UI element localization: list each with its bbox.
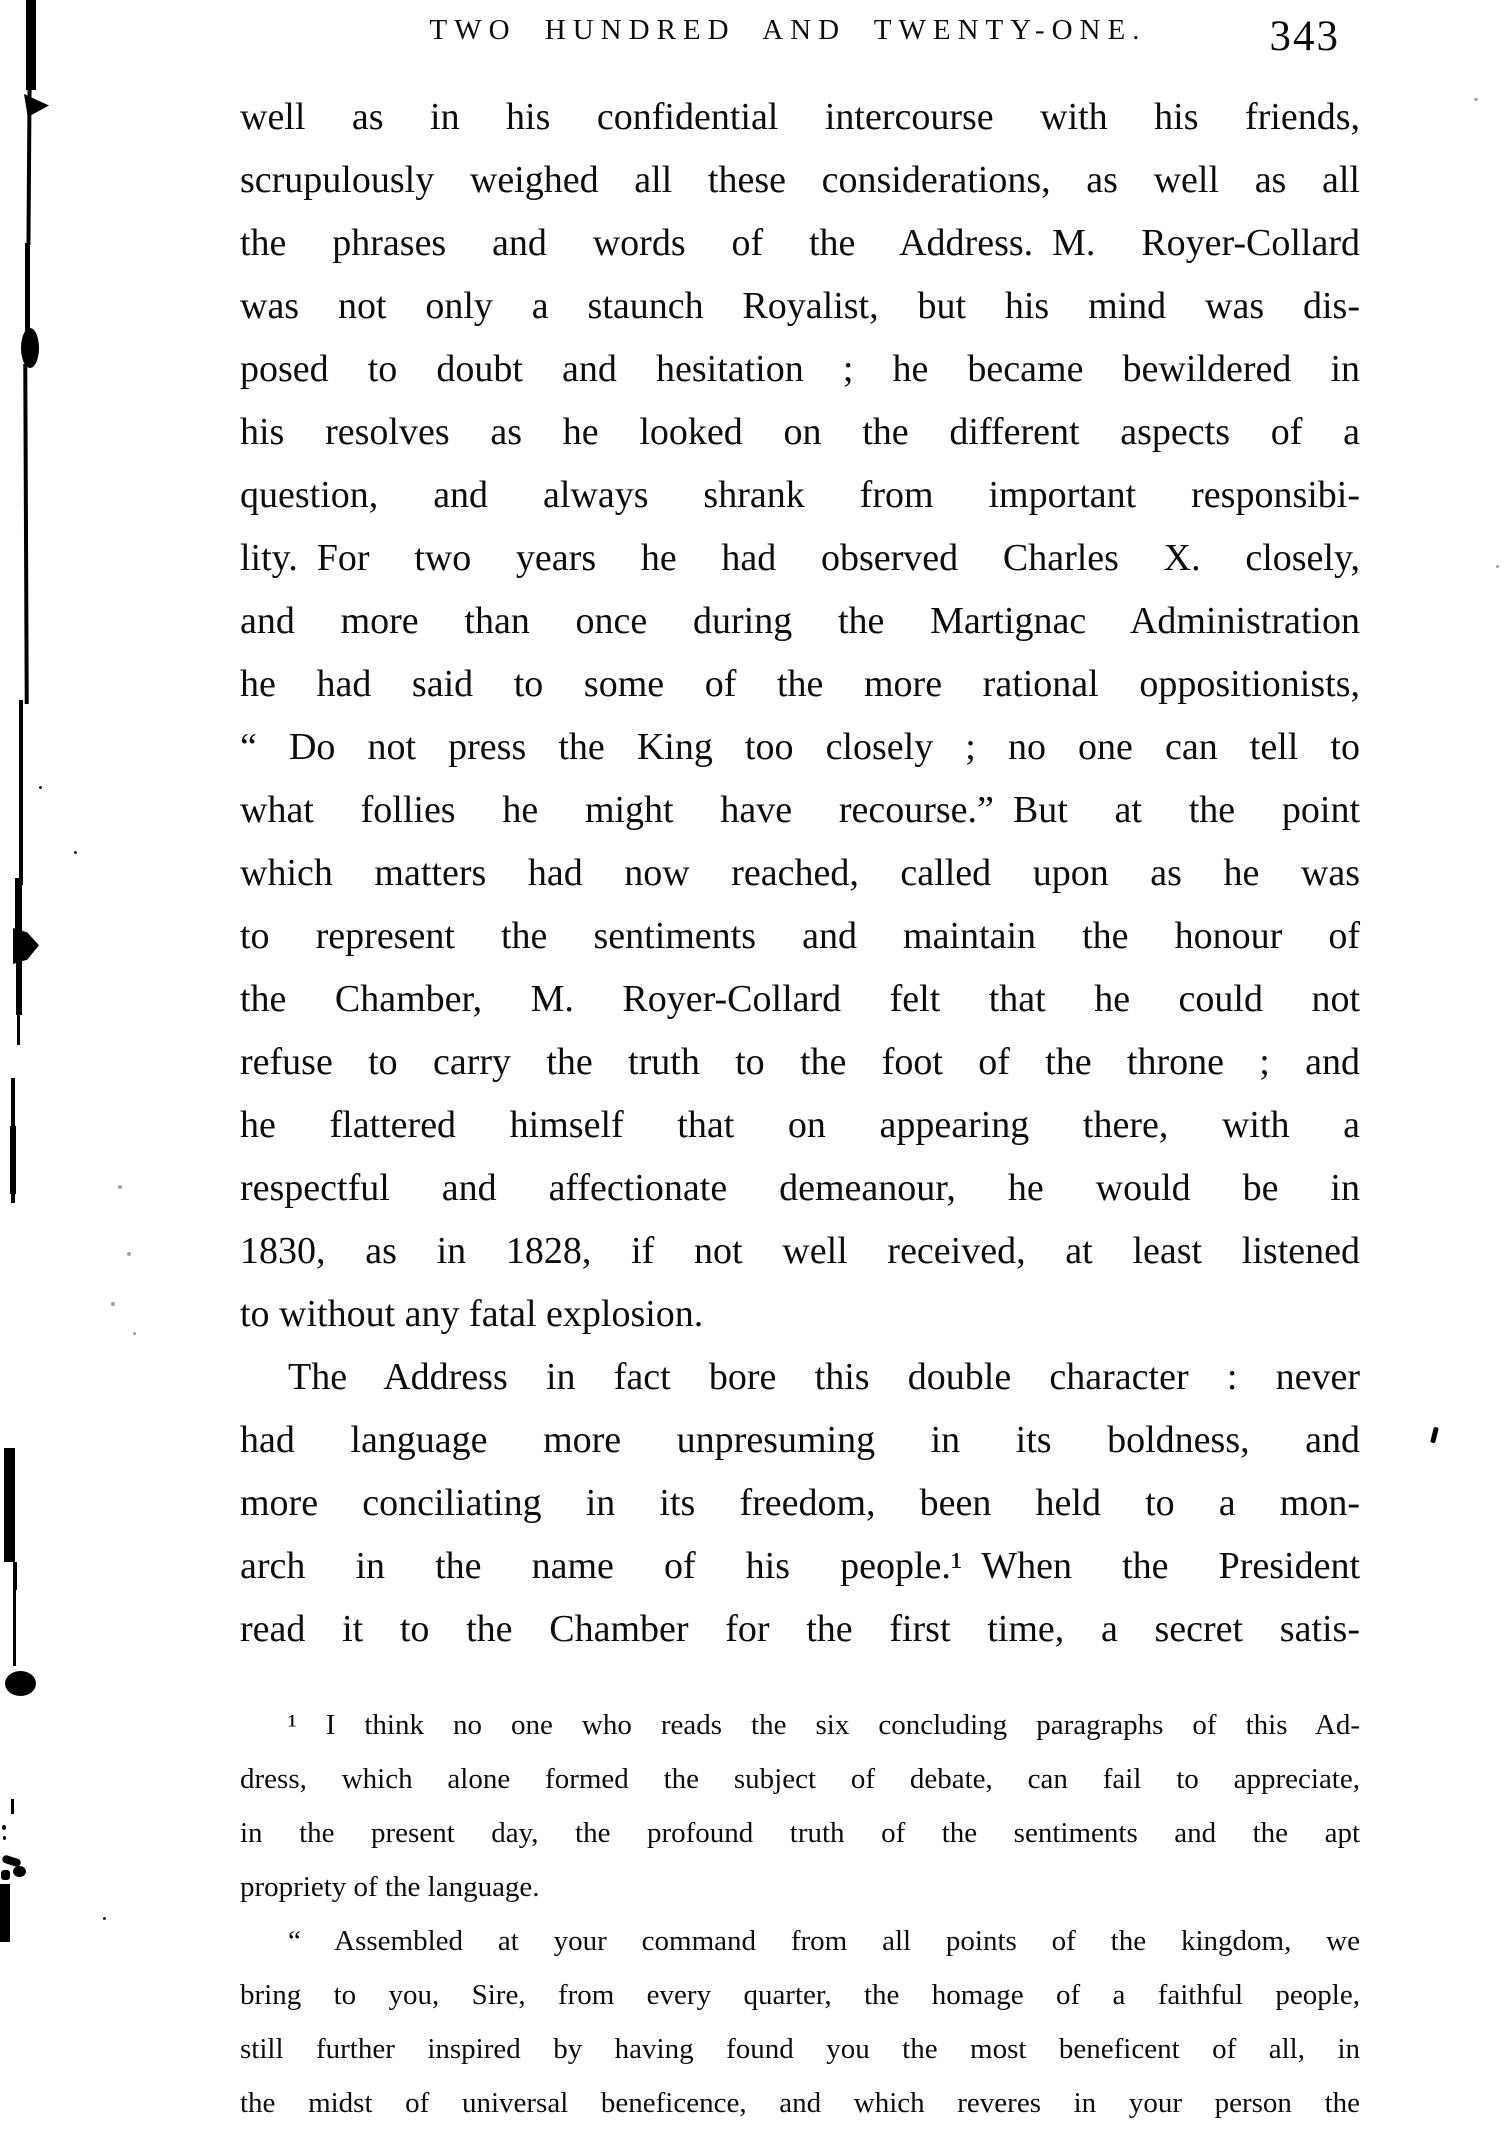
text-line: and more than once during the Martignac Administration xyxy=(240,600,1360,642)
scan-speck xyxy=(111,1302,115,1306)
scan-artifact-line xyxy=(26,90,31,245)
text-line: more conciliating in its freedom, been held to a mon- xyxy=(240,1482,1360,1524)
scan-artifact-line xyxy=(17,1013,20,1045)
text-line: the phrases and words of the Address. M. Royer-Collard xyxy=(240,222,1360,264)
scan-artifact-spine-bar xyxy=(0,1884,10,1942)
scan-artifact-bump xyxy=(21,328,39,368)
scan-artifact-squiggle xyxy=(1,1870,10,1880)
scan-speck xyxy=(133,1332,136,1335)
text-line: bring to you, Sire, from every quarter, the homage of a faithful people, xyxy=(240,1979,1360,2011)
scan-speck xyxy=(1474,98,1478,101)
text-line: arch in the name of his people.¹ When the President xyxy=(240,1545,1360,1587)
scan-artifact-ink-blob xyxy=(5,1671,36,1696)
text-line: scrupulously weighed all these considerations, as well as all xyxy=(240,159,1360,201)
scan-artifact-line xyxy=(25,243,30,335)
scan-artifact-tick xyxy=(11,1799,14,1814)
scan-artifact-squiggle xyxy=(13,1866,26,1877)
text-line: to without any fatal explosion. xyxy=(240,1293,704,1335)
page-number: 343 xyxy=(1269,13,1340,60)
scan-speck xyxy=(127,1252,131,1256)
scan-artifact-line xyxy=(16,960,22,1015)
text-line: the midst of universal beneficence, and which reveres in your person the xyxy=(240,2087,1360,2119)
text-line: what follies he might have recourse.” But at the point xyxy=(240,789,1360,831)
running-title: TWO HUNDRED AND TWENTY-ONE. xyxy=(429,14,1147,46)
scan-artifact-spine-bar xyxy=(4,1448,15,1562)
text-line: lity. For two years he had observed Charles X. closely, xyxy=(240,537,1360,579)
scan-artifact-apostrophe xyxy=(1430,1427,1439,1444)
scan-artifact-line xyxy=(19,700,23,885)
text-line: still further inspired by having found you the most beneficent of all, in xyxy=(240,2033,1360,2065)
scan-artifact-line xyxy=(13,1588,16,1666)
text-line: had language more unpresuming in its boldness, and xyxy=(240,1419,1360,1461)
scan-speck xyxy=(74,851,77,854)
text-line: propriety of the language. xyxy=(240,1871,540,1903)
text-line: respectful and affectionate demeanour, he would be in xyxy=(240,1167,1360,1209)
text-line: dress, which alone formed the subject of debate, can fail to appreciate, xyxy=(240,1763,1360,1795)
scan-artifact-spine-bar xyxy=(26,0,36,90)
text-line: to represent the sentiments and maintain the honour of xyxy=(240,915,1360,957)
text-line: 1830, as in 1828, if not well received, at least listened xyxy=(240,1230,1360,1272)
scan-artifact-line xyxy=(13,1562,17,1590)
scan-speck xyxy=(39,786,42,789)
text-line: read it to the Chamber for the first time, a secret satis- xyxy=(240,1608,1360,1650)
text-line: was not only a staunch Royalist, but his mind was dis- xyxy=(240,285,1360,327)
scan-speck xyxy=(118,1185,122,1189)
text-line: The Address in fact bore this double character : never xyxy=(288,1356,1360,1398)
text-line: posed to doubt and hesitation ; he became bewildered in xyxy=(240,348,1360,390)
text-line: in the present day, the profound truth of the sentiments and the apt xyxy=(240,1817,1360,1849)
text-line: refuse to carry the truth to the foot of the throne ; and xyxy=(240,1041,1360,1083)
scan-artifact-line xyxy=(10,1126,16,1194)
text-line: his resolves as he looked on the different aspects of a xyxy=(240,411,1360,453)
body-text xyxy=(240,86,1360,1661)
text-line: he had said to some of the more rational oppositionists, xyxy=(240,663,1360,705)
scan-artifact-line xyxy=(23,364,28,704)
footnote-text xyxy=(240,1698,1360,2130)
scan-artifact-speckle xyxy=(2,1825,6,1830)
text-line: the Chamber, M. Royer-Collard felt that he could not xyxy=(240,978,1360,1020)
scan-artifact-arrow xyxy=(13,928,39,964)
text-line: “ Assembled at your command from all points of the kingdom, we xyxy=(288,1925,1360,1957)
text-line: he flattered himself that on appearing there, with a xyxy=(240,1104,1360,1146)
text-line: “ Do not press the King too closely ; no one can tell to xyxy=(240,726,1360,768)
scan-speck xyxy=(1496,565,1499,568)
scan-speck xyxy=(103,1917,106,1920)
text-line: ¹ I think no one who reads the six concluding paragraphs of this Ad- xyxy=(288,1709,1360,1741)
text-line: question, and always shrank from important responsibi- xyxy=(240,474,1360,516)
text-line: well as in his confidential intercourse with his friends, xyxy=(240,96,1360,138)
scan-artifact-speckle xyxy=(3,1836,6,1840)
text-line: which matters had now reached, called upon as he was xyxy=(240,852,1360,894)
